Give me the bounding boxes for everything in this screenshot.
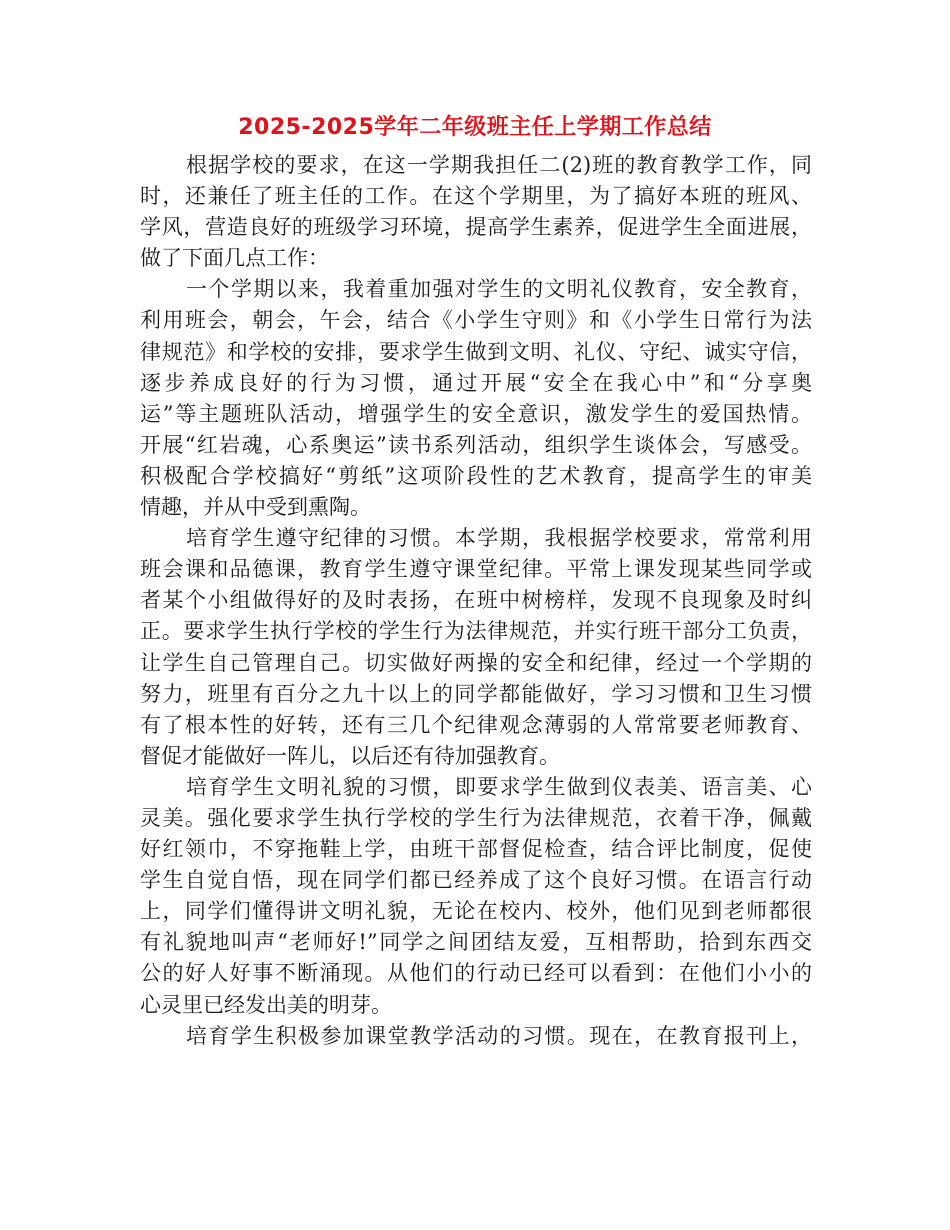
- paragraph-line: 班会课和品德课，教育学生遵守课堂纪律。平常上课发现某些同学或: [140, 557, 812, 582]
- paragraph-line: 有礼貌地叫声“老师好!”同学之间团结友爱，互相帮助，拾到东西交: [140, 930, 812, 955]
- paragraph-line: 公的好人好事不断涌现。从他们的行动已经可以看到：在他们小小的: [140, 961, 812, 986]
- paragraph-line: 灵美。强化要求学生执行学校的学生行为法律规范，衣着干净，佩戴: [140, 805, 812, 830]
- paragraph-line: 律规范》和学校的安排，要求学生做到文明、礼仪、守纪、诚实守信，: [140, 339, 812, 364]
- paragraph-line: 培育学生积极参加课堂教学活动的习惯。现在，在教育报刊上，: [186, 1023, 812, 1048]
- paragraph-line: 心灵里已经发出美的明芽。: [140, 992, 392, 1017]
- document-body: [140, 150, 812, 1052]
- paragraph-line: 根据学校的要求，在这一学期我担任二(2)班的教育教学工作，同: [186, 153, 812, 177]
- paragraph-line: 利用班会，朝会，午会，结合《小学生守则》和《小学生日常行为法: [140, 308, 812, 333]
- document-title: 2025-2025学年二年级班主任上学期工作总结: [238, 115, 712, 140]
- paragraph-line: 做了下面几点工作：: [140, 246, 329, 271]
- paragraph-line: 有了根本性的好转，还有三几个纪律观念薄弱的人常常要老师教育、: [140, 712, 812, 737]
- paragraph-line: 努力，班里有百分之九十以上的同学都能做好，学习习惯和卫生习惯: [140, 681, 812, 706]
- paragraph-line: 逐步养成良好的行为习惯，通过开展“安全在我心中”和“分享奥: [140, 370, 812, 395]
- paragraph-line: 时，还兼任了班主任的工作。在这个学期里，为了搞好本班的班风、: [140, 184, 812, 209]
- paragraph-line: 一个学期以来，我着重加强对学生的文明礼仪教育，安全教育，: [186, 277, 812, 302]
- paragraph-line: 督促才能做好一阵儿，以后还有待加强教育。: [140, 743, 560, 768]
- paragraph-line: 培育学生遵守纪律的习惯。本学期，我根据学校要求，常常利用: [186, 526, 812, 551]
- paragraph-line: 运”等主题班队活动，增强学生的安全意识，激发学生的爱国热情。: [140, 401, 812, 426]
- paragraph: [140, 274, 812, 523]
- paragraph-line: 学风，营造良好的班级学习环境，提高学生素养，促进学生全面进展，: [140, 215, 812, 240]
- paragraph-line: 积极配合学校搞好“剪纸”这项阶段性的艺术教育，提高学生的审美: [140, 463, 812, 488]
- paragraph: [140, 772, 812, 1021]
- paragraph-line: 培育学生文明礼貌的习惯，即要求学生做到仪表美、语言美、心: [186, 774, 812, 799]
- paragraph-line: 好红领巾，不穿拖鞋上学，由班干部督促检查，结合评比制度，促使: [140, 837, 812, 862]
- paragraph-line: 开展“红岩魂，心系奥运”读书系列活动，组织学生谈体会，写感受。: [140, 432, 812, 457]
- paragraph-line: 学生自觉自悟，现在同学们都已经养成了这个良好习惯。在语言行动: [140, 868, 812, 893]
- paragraph-line: 正。要求学生执行学校的学生行为法律规范，并实行班干部分工负责，: [140, 619, 812, 644]
- paragraph: [140, 1021, 812, 1052]
- paragraph: [140, 523, 812, 772]
- paragraph: [140, 150, 812, 274]
- paragraph-line: 让学生自己管理自己。切实做好两操的安全和纪律，经过一个学期的: [140, 650, 812, 675]
- paragraph-line: 上，同学们懂得讲文明礼貌，无论在校内、校外，他们见到老师都很: [140, 899, 812, 924]
- paragraph-line: 者某个小组做得好的及时表扬，在班中树榜样，发现不良现象及时纠: [140, 588, 812, 613]
- paragraph-line: 情趣，并从中受到熏陶。: [140, 495, 371, 520]
